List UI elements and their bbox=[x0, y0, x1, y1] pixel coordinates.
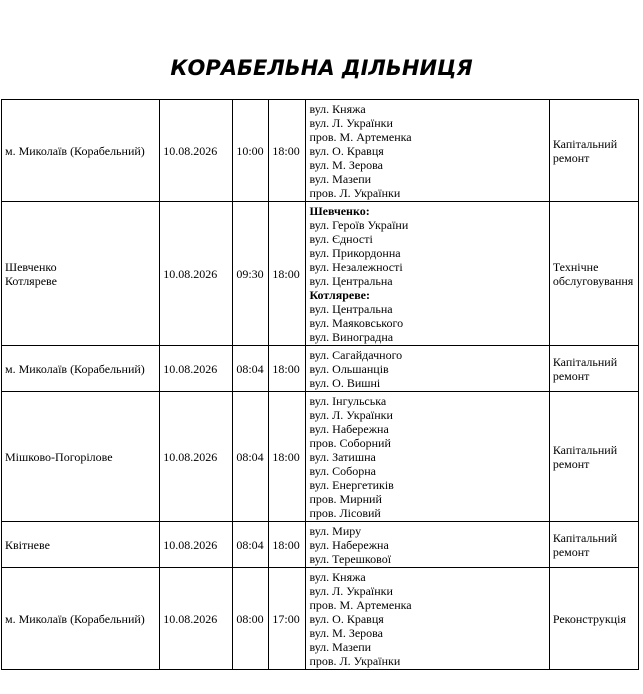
date-cell: 10.08.2026 bbox=[160, 568, 233, 670]
street-item: вул. М. Зерова bbox=[309, 158, 383, 172]
street-list bbox=[309, 346, 545, 391]
start-time-cell: 08:00 bbox=[233, 568, 269, 670]
street-item: вул. Інгульська bbox=[309, 394, 387, 408]
street-item: вул. О. Кравця bbox=[309, 612, 384, 626]
location-name: м. Миколаїв (Корабельний) bbox=[5, 143, 145, 158]
end-time-cell: 18:00 bbox=[269, 346, 306, 392]
start-time-cell: 09:30 bbox=[233, 202, 269, 346]
location-cell bbox=[2, 100, 160, 202]
street-list bbox=[309, 568, 545, 669]
streets-cell bbox=[306, 522, 549, 568]
location-name: м. Миколаїв (Корабельний) bbox=[5, 611, 145, 626]
street-item: вул. О. Вишні bbox=[309, 376, 381, 390]
start-time-cell: 10:00 bbox=[233, 100, 269, 202]
streets-cell bbox=[306, 568, 549, 670]
street-item: пров. М. Артеменка bbox=[309, 130, 412, 144]
street-item: вул. Виноградна bbox=[309, 330, 394, 344]
start-time-cell: 08:04 bbox=[233, 392, 269, 522]
street-item: вул. Ольшанців bbox=[309, 362, 389, 376]
start-time-cell: 08:04 bbox=[233, 522, 269, 568]
work-type-cell: Технічне обслуговування bbox=[549, 202, 638, 346]
street-item: вул. Княжа bbox=[309, 570, 366, 584]
street-item: вул. Сагайдачного bbox=[309, 348, 403, 362]
date-cell: 10.08.2026 bbox=[160, 392, 233, 522]
date-cell: 10.08.2026 bbox=[160, 522, 233, 568]
street-list bbox=[309, 522, 545, 567]
street-item: пров. Соборний bbox=[309, 436, 391, 450]
street-item: вул. Прикордонна bbox=[309, 246, 401, 260]
work-type-cell: Капітальний ремонт bbox=[549, 392, 638, 522]
table-row bbox=[2, 522, 639, 568]
street-item: вул. Соборна bbox=[309, 464, 377, 478]
street-item: вул. М. Зерова bbox=[309, 626, 383, 640]
page-title: КОРАБЕЛЬНА ДІЛЬНИЦЯ bbox=[170, 56, 473, 80]
end-time-cell: 18:00 bbox=[269, 522, 306, 568]
settlement-heading: Шевченко: bbox=[309, 204, 370, 218]
street-item: вул. Миру bbox=[309, 524, 362, 538]
street-item: вул. Центральна bbox=[309, 274, 393, 288]
location-name: Мішково-Погорілове bbox=[5, 449, 113, 464]
street-item: вул. Єдності bbox=[309, 232, 373, 246]
street-item: вул. Незалежності bbox=[309, 260, 403, 274]
street-item: вул. Мазепи bbox=[309, 172, 372, 186]
street-item: вул. О. Кравця bbox=[309, 144, 384, 158]
street-item: вул. Княжа bbox=[309, 102, 366, 116]
street-item: вул. Набережна bbox=[309, 538, 389, 552]
street-item: вул. Терешкової bbox=[309, 552, 392, 566]
table-row bbox=[2, 100, 639, 202]
work-type-cell: Капітальний ремонт bbox=[549, 346, 638, 392]
table-row bbox=[2, 346, 639, 392]
date-cell: 10.08.2026 bbox=[160, 346, 233, 392]
street-item: пров. Лісовий bbox=[309, 506, 381, 520]
location-cell bbox=[2, 346, 160, 392]
outage-schedule-table bbox=[1, 99, 639, 670]
location-name: м. Миколаїв (Корабельний) bbox=[5, 361, 145, 376]
street-list bbox=[309, 392, 545, 521]
street-item: пров. Мирний bbox=[309, 492, 382, 506]
end-time-cell: 18:00 bbox=[269, 392, 306, 522]
streets-cell bbox=[306, 392, 549, 522]
street-list bbox=[309, 202, 545, 345]
street-item: вул. Л. Українки bbox=[309, 408, 393, 422]
end-time-cell: 18:00 bbox=[269, 100, 306, 202]
location-cell bbox=[2, 568, 160, 670]
street-item: пров. Л. Українки bbox=[309, 186, 401, 200]
street-item: вул. Набережна bbox=[309, 422, 389, 436]
streets-cell bbox=[306, 202, 549, 346]
street-item: вул. Мазепи bbox=[309, 640, 372, 654]
location-name: Квітневе bbox=[5, 537, 50, 552]
date-cell: 10.08.2026 bbox=[160, 100, 233, 202]
street-item: вул. Центральна bbox=[309, 302, 393, 316]
location-name: Котляреве bbox=[5, 273, 57, 288]
street-item: вул. Маяковського bbox=[309, 316, 404, 330]
location-cell bbox=[2, 522, 160, 568]
street-item: вул. Л. Українки bbox=[309, 116, 393, 130]
street-item: вул. Енергетиків bbox=[309, 478, 394, 492]
table-row bbox=[2, 568, 639, 670]
street-item: вул. Героїв України bbox=[309, 218, 409, 232]
location-cell bbox=[2, 392, 160, 522]
streets-cell bbox=[306, 346, 549, 392]
street-item: вул. Л. Українки bbox=[309, 584, 393, 598]
schedule-table-body bbox=[2, 100, 639, 670]
table-row bbox=[2, 392, 639, 522]
end-time-cell: 17:00 bbox=[269, 568, 306, 670]
work-type-cell: Реконструкція bbox=[549, 568, 638, 670]
work-type-cell: Капітальний ремонт bbox=[549, 522, 638, 568]
street-list bbox=[309, 100, 545, 201]
date-cell: 10.08.2026 bbox=[160, 202, 233, 346]
street-item: пров. Л. Українки bbox=[309, 654, 401, 668]
location-name: Шевченко bbox=[5, 259, 57, 274]
settlement-heading: Котляреве: bbox=[309, 288, 371, 302]
location-cell bbox=[2, 202, 160, 346]
table-row bbox=[2, 202, 639, 346]
start-time-cell: 08:04 bbox=[233, 346, 269, 392]
work-type-cell: Капітальний ремонт bbox=[549, 100, 638, 202]
street-item: пров. М. Артеменка bbox=[309, 598, 412, 612]
streets-cell bbox=[306, 100, 549, 202]
end-time-cell: 18:00 bbox=[269, 202, 306, 346]
street-item: вул. Затишна bbox=[309, 450, 376, 464]
